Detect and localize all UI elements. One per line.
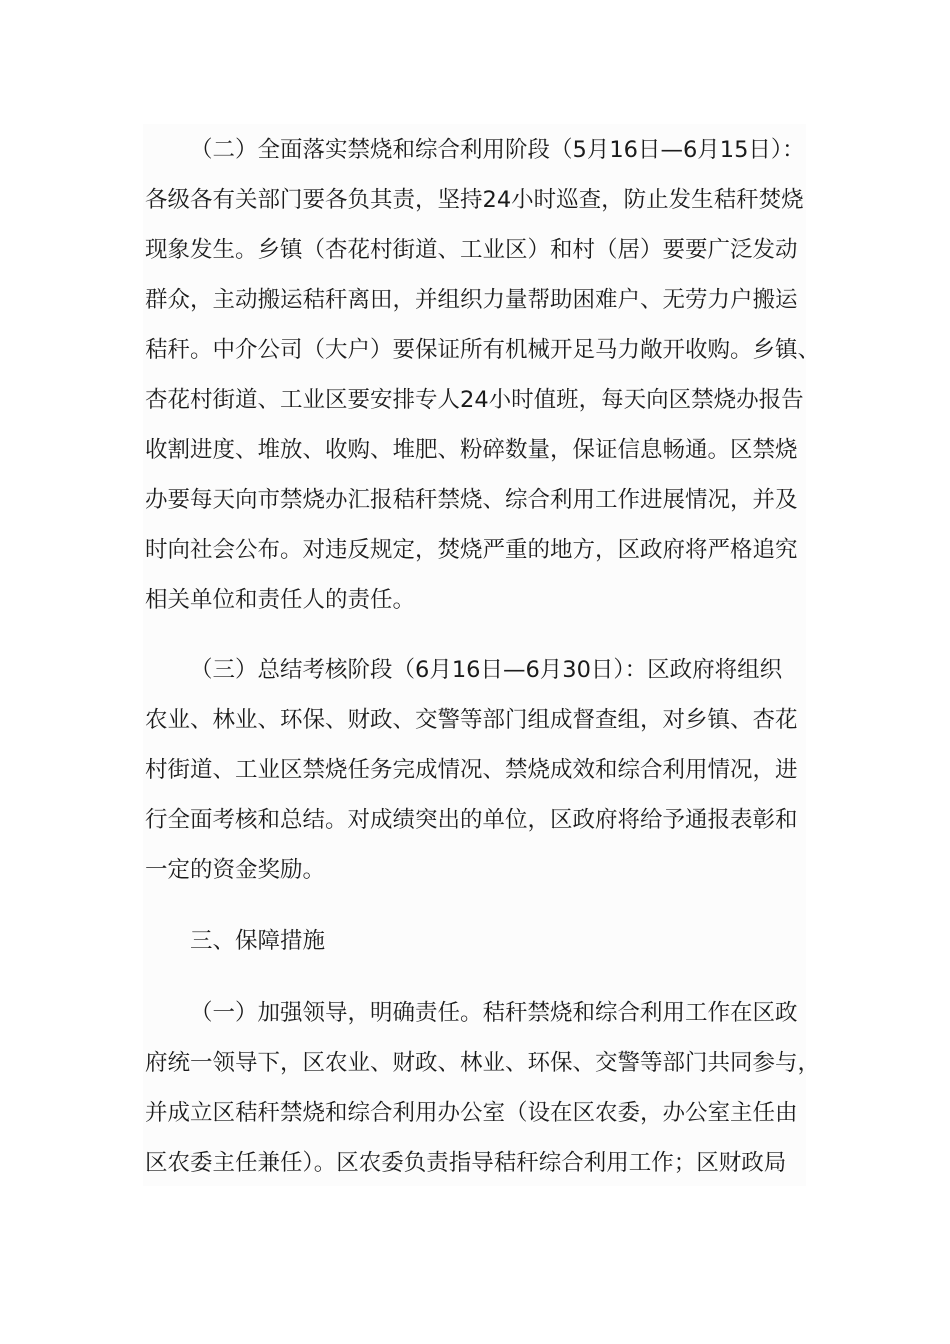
text-line: （三）总结考核阶段（6月16日—6月30日）：区政府将组织	[190, 657, 783, 683]
text-line: 现象发生。乡镇（杏花村街道、工业区）和村（居）要要广泛发动	[145, 237, 798, 263]
text-line: 办要每天向市禁烧办汇报秸秆禁烧、综合利用工作进展情况，并及	[145, 487, 798, 513]
text-line: 各级各有关部门要各负其责，坚持24小时巡查，防止发生秸秆焚烧	[145, 187, 804, 213]
text-line: （一）加强领导，明确责任。秸秆禁烧和综合利用工作在区政	[190, 1000, 798, 1026]
text-line: 时向社会公布。对违反规定，焚烧严重的地方，区政府将严格追究	[145, 537, 798, 563]
text-line: 相关单位和责任人的责任。	[145, 587, 416, 613]
text-line: 行全面考核和总结。对成绩突出的单位，区政府将给予通报表彰和	[145, 807, 798, 833]
text-line: 杏花村街道、工业区要安排专人24小时值班，每天向区禁烧办报告	[145, 387, 804, 413]
text-line: 收割进度、堆放、收购、堆肥、粉碎数量，保证信息畅通。区禁烧	[145, 437, 798, 463]
section-heading-block	[145, 916, 820, 966]
paragraph-stage-two	[145, 125, 820, 625]
section-heading: 三、保障措施	[190, 928, 326, 954]
text-line: 农业、林业、环保、财政、交警等部门组成督查组，对乡镇、杏花	[145, 707, 798, 733]
paragraph-stage-three	[145, 645, 820, 895]
text-line: 村街道、工业区禁烧任务完成情况、禁烧成效和综合利用情况，进	[145, 757, 798, 783]
text-line: （二）全面落实禁烧和综合利用阶段（5月16日—6月15日）：	[190, 137, 805, 163]
paragraph-measure-one	[145, 988, 820, 1188]
text-line: 区农委主任兼任）。区农委负责指导秸秆综合利用工作；区财政局	[145, 1150, 787, 1176]
text-line: 一定的资金奖励。	[145, 857, 326, 883]
text-line: 并成立区秸秆禁烧和综合利用办公室（设在区农委，办公室主任由	[145, 1100, 798, 1126]
text-line: 群众，主动搬运秸秆离田，并组织力量帮助困难户、无劳力户搬运	[145, 287, 798, 313]
text-line: 府统一领导下，区农业、财政、林业、环保、交警等部门共同参与，	[145, 1050, 821, 1076]
text-line: 秸秆。中介公司（大户）要保证所有机械开足马力敞开收购。乡镇、	[145, 337, 821, 363]
